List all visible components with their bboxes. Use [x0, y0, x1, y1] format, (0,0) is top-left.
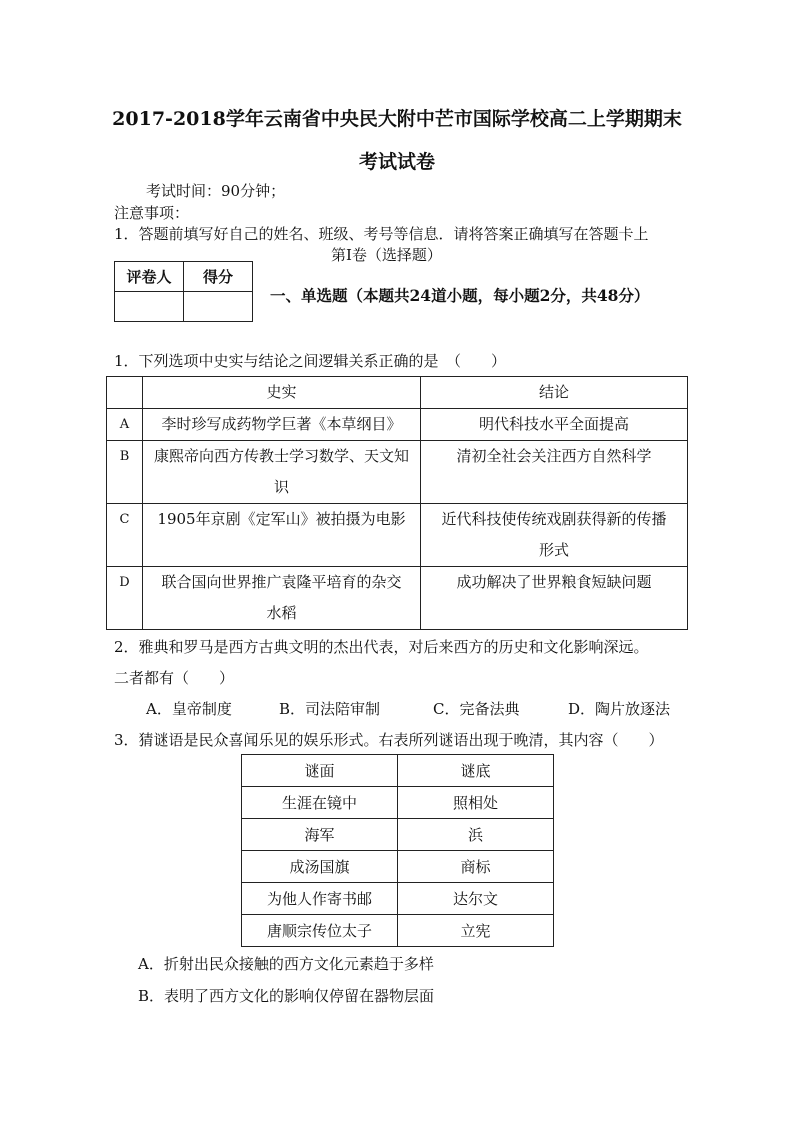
- q3-answer: 商标: [398, 851, 554, 883]
- q1-conclusion-line: 形式: [538, 541, 569, 559]
- table-row: [242, 915, 554, 947]
- table-row: [242, 787, 554, 819]
- q3-option-b: B．表明了西方文化的影响仅停留在器物层面: [138, 987, 435, 1005]
- q3-riddle: 唐顺宗传位太子: [242, 915, 398, 947]
- q1-fact-line: 联合国向世界推广袁隆平培育的杂交: [161, 573, 402, 591]
- q3-answer: 立宪: [398, 915, 554, 947]
- q3-header-riddle: 谜面: [242, 755, 398, 787]
- q2-option-b: B．司法陪审制: [279, 700, 381, 718]
- q3-table: [241, 754, 554, 947]
- table-row: [242, 851, 554, 883]
- q2-stem-line-2: 二者都有（ ）: [114, 669, 235, 687]
- q1-conclusion: 成功解决了世界粮食短缺问题: [421, 567, 688, 630]
- q1-stem: 1．下列选项中史实与结论之间逻辑关系正确的是 （ ）: [114, 352, 507, 370]
- q2-option-a: A．皇帝制度: [146, 700, 232, 718]
- q1-fact-line: 康熙帝向西方传教士学习数学、天文知: [153, 447, 409, 465]
- q1-conclusion: [421, 504, 688, 567]
- table-row: [107, 409, 688, 441]
- q1-row-label: B: [107, 441, 143, 504]
- q3-riddle: 海军: [242, 819, 398, 851]
- notice-heading: 注意事项：: [114, 204, 190, 222]
- reviewer-header: 评卷人: [115, 262, 184, 292]
- q1-fact: [143, 567, 421, 630]
- q1-header-conclusion: 结论: [421, 377, 688, 409]
- volume-heading: 第Ⅰ卷（选择题）: [331, 246, 442, 264]
- q1-header-fact: 史实: [143, 377, 421, 409]
- exam-time: 考试时间：90分钟；: [146, 182, 286, 200]
- q1-conclusion: 清初全社会关注西方自然科学: [421, 441, 688, 504]
- q1-header-blank: [107, 377, 143, 409]
- table-row: [107, 504, 688, 567]
- score-header: 得分: [184, 262, 253, 292]
- q1-fact-line: 水稻: [266, 604, 297, 622]
- q2-option-d: D．陶片放逐法: [568, 700, 671, 718]
- q3-riddle: 生涯在镜中: [242, 787, 398, 819]
- q1-fact: 李时珍写成药物学巨著《本草纲目》: [143, 409, 421, 441]
- q3-riddle: 为他人作寄书邮: [242, 883, 398, 915]
- q1-fact: [143, 441, 421, 504]
- exam-title-line-2: 考试试卷: [358, 151, 435, 173]
- q1-conclusion: 明代科技水平全面提高: [421, 409, 688, 441]
- reviewer-cell: [115, 292, 184, 322]
- q3-stem: 3．猜谜语是民众喜闻乐见的娱乐形式。右表所列谜语出现于晚清，其内容（ ）: [114, 731, 664, 749]
- score-cell: [184, 292, 253, 322]
- q1-fact-line: 识: [273, 478, 289, 496]
- exam-title-line-1: 2017-2018学年云南省中央民大附中芒市国际学校高二上学期期末: [112, 108, 682, 130]
- q1-row-label: A: [107, 409, 143, 441]
- notice-item-1: 1．答题前填写好自己的姓名、班级、考号等信息．请将答案正确填写在答题卡上: [114, 225, 649, 243]
- q3-answer: 照相处: [398, 787, 554, 819]
- q1-table: [106, 376, 688, 630]
- table-row: [242, 883, 554, 915]
- q1-row-label: D: [107, 567, 143, 630]
- q2-stem-line-1: 2．雅典和罗马是西方古典文明的杰出代表，对后来西方的历史和文化影响深远。: [114, 638, 649, 656]
- table-row: [242, 819, 554, 851]
- q3-answer: 浜: [398, 819, 554, 851]
- q1-fact: 1905年京剧《定军山》被拍摄为电影: [143, 504, 421, 567]
- q3-riddle: 成汤国旗: [242, 851, 398, 883]
- q3-header-answer: 谜底: [398, 755, 554, 787]
- q3-answer: 达尔文: [398, 883, 554, 915]
- table-row: [107, 441, 688, 504]
- q3-option-a: A．折射出民众接触的西方文化元素趋于多样: [138, 955, 434, 973]
- q1-conclusion-line: 近代科技使传统戏剧获得新的传播: [441, 510, 667, 528]
- q2-option-c: C．完备法典: [433, 700, 520, 718]
- table-row: [107, 567, 688, 630]
- score-table: [114, 261, 253, 322]
- q1-row-label: C: [107, 504, 143, 567]
- section-heading: 一、单选题（本题共24道小题，每小题2分，共48分）: [270, 286, 650, 305]
